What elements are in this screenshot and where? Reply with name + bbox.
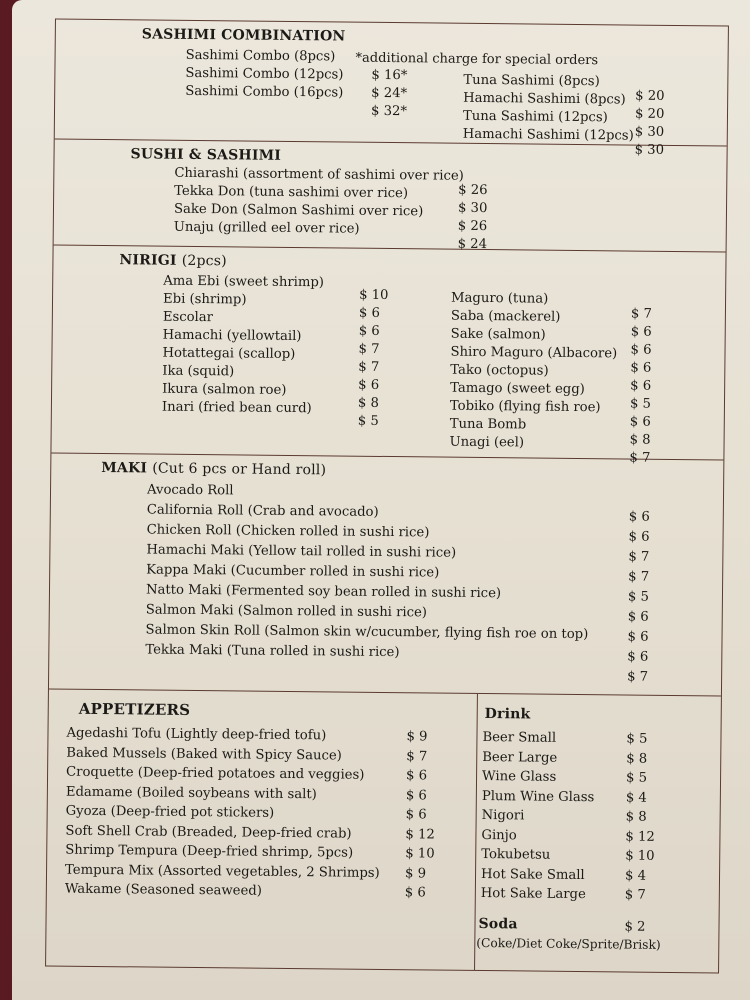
column-divider [474,694,478,970]
price: $ 10 [359,287,389,304]
price: $ 5 [629,396,652,412]
price: $ 20 [634,106,665,122]
price: $ 6 [358,377,380,393]
price: $ 6 [627,649,649,665]
soda-note: (Coke/Diet Coke/Sprite/Brisk) [476,935,661,952]
price: $ 4 [624,868,647,884]
price: $ 7 [406,748,428,764]
price: $ 7 [624,887,646,903]
price: $ 8 [357,395,380,411]
section-nirigi [51,245,725,466]
drink-items [480,728,595,903]
price: $ 30 [634,142,665,158]
price: $ 7 [358,341,380,357]
price: $ 30 [634,124,665,140]
drink-prices [624,730,655,905]
price: $ 6 [627,609,649,625]
menu-board [45,18,729,973]
section-title-text: NIRIGI [119,252,177,269]
soda-price: $ 2 [624,919,646,935]
section-title [101,460,326,478]
nirigi-right-prices [629,306,652,468]
price: $ 5 [626,731,648,747]
price: $ 26 [457,218,488,235]
price: $ 6 [630,342,652,358]
price: $ 9 [406,729,428,745]
price: $ 7 [629,450,651,466]
price: $ 6 [405,768,428,784]
price: $ 16* [371,67,408,84]
price: $ 6 [628,529,650,545]
price: $ 32* [370,103,408,120]
section-subtitle: (2pcs) [181,252,227,270]
section-sushi-sashimi [54,140,727,253]
drink-title: Drink [484,706,531,723]
section-appetizers-drink [46,689,721,972]
nirigi-left-items [161,273,325,417]
sushi-prices [457,182,488,254]
price: $ 6 [630,378,652,394]
price: $ 10 [405,846,435,862]
special-order-note: *additional charge for special orders [355,50,599,69]
price: $ 5 [625,770,648,786]
price: $ 6 [628,509,650,525]
price: $ 6 [630,324,652,340]
price: $ 5 [357,413,379,429]
section-title: APPETIZERS [78,699,191,719]
price: $ 12 [625,829,655,845]
appetizer-prices [404,727,435,902]
price: $ 6 [627,629,649,645]
maki-prices [627,508,650,688]
section-title: SASHIMI COMBINATION [141,26,346,45]
price: $ 24 [457,236,488,253]
section-title: SUSHI & SASHIMI [130,146,282,164]
price: $ 8 [625,809,647,825]
sashimi-extras [462,72,634,144]
section-title [119,252,227,269]
price: $ 7 [630,306,652,322]
nirigi-left-prices [357,287,389,431]
menu-paper [12,0,750,1000]
price: $ 6 [630,360,652,376]
soda-title: Soda [478,915,518,933]
price: $ 24* [371,85,408,102]
price: $ 10 [625,848,655,864]
price: $ 8 [626,751,648,767]
price: $ 6 [405,807,427,823]
price: $ 9 [404,865,427,881]
maki-items [145,480,589,661]
nirigi-right-items [449,290,618,452]
price: $ 6 [404,885,426,901]
combo-prices [370,67,408,121]
price: $ 7 [358,359,380,375]
price: $ 7 [628,549,650,565]
price: $ 6 [629,414,651,430]
price: $ 6 [358,305,380,321]
sushi-items [173,165,464,237]
price: $ 30 [457,200,488,217]
price: $ 12 [405,826,435,843]
appetizer-items [64,724,380,899]
price: $ 7 [628,569,650,585]
section-maki [49,453,723,696]
price: $ 26 [458,182,488,199]
section-title-text: MAKI [101,460,148,477]
price: $ 20 [635,88,665,104]
price: $ 5 [627,589,650,605]
section-subtitle: (Cut 6 pcs or Hand roll) [152,460,327,479]
price: $ 8 [629,432,651,448]
price: $ 4 [625,790,647,806]
combo-names [185,47,344,101]
price: $ 7 [627,669,649,685]
price: $ 6 [358,323,380,339]
price: $ 6 [405,787,427,803]
